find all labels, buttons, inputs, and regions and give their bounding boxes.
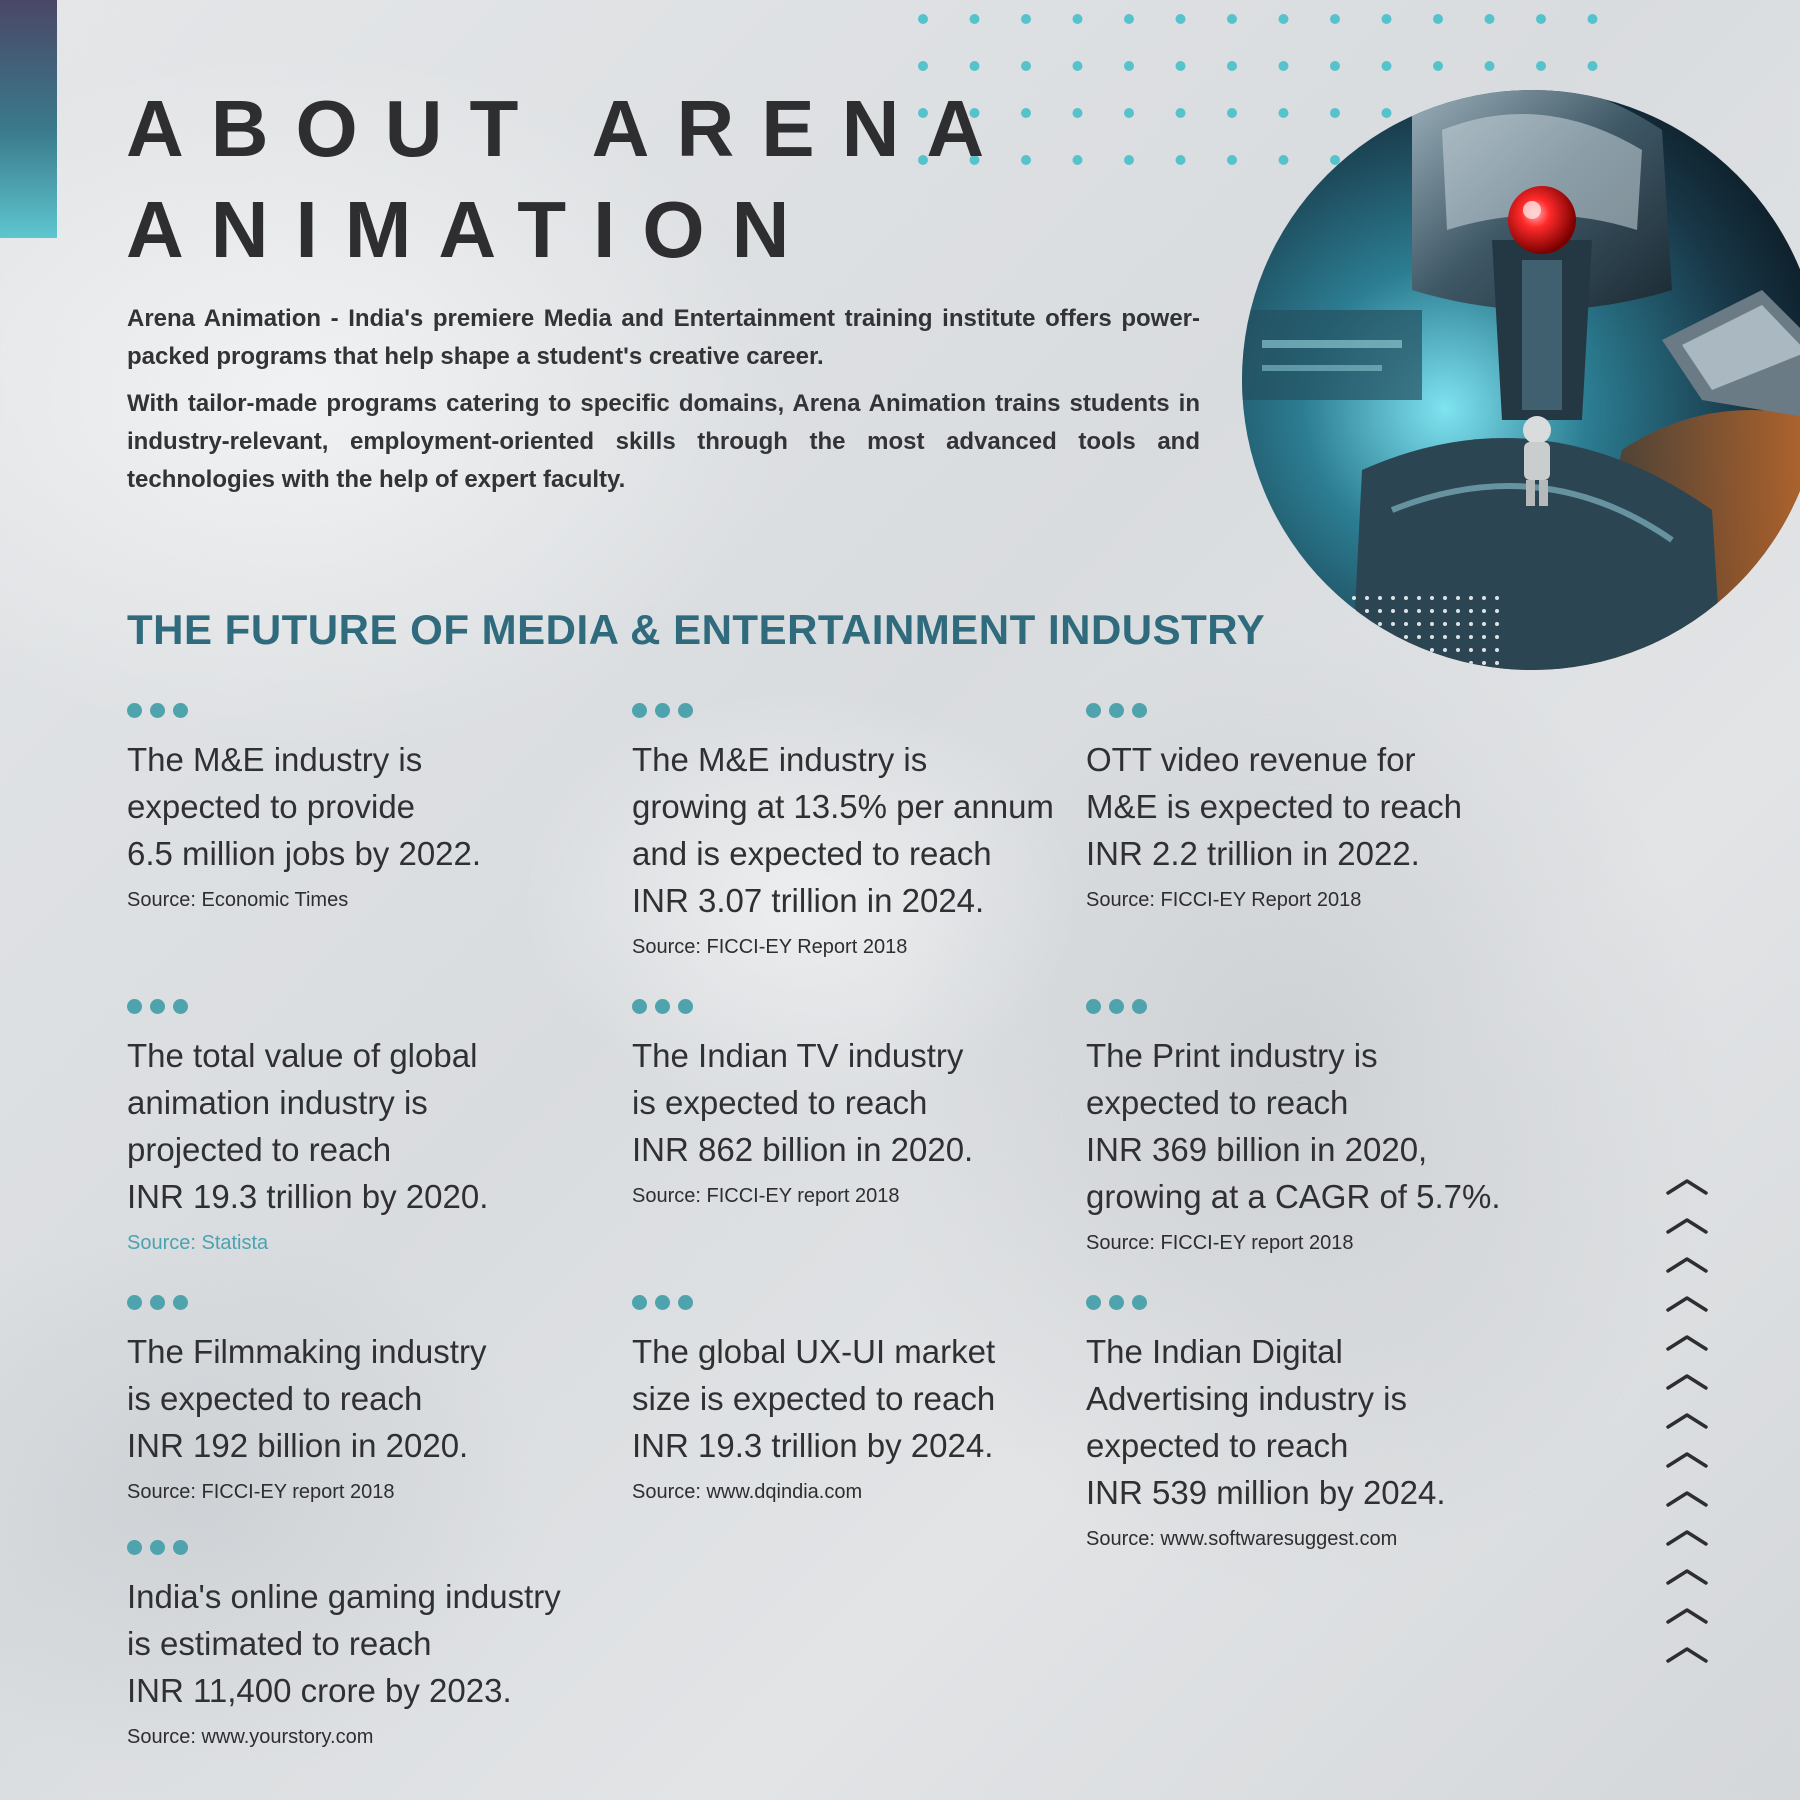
stat-card-indian-tv [632, 999, 973, 1208]
stat-text: The Filmmaking industry is expected to reach INR 192 billion in 2020. [127, 1333, 487, 1464]
three-dots-icon [127, 1540, 561, 1555]
stat-text: The M&E industry is expected to provide 6.5 million jobs by 2022. [127, 741, 482, 872]
stat-source: Source: Statista [127, 1232, 269, 1254]
stat-source: Source: www.softwaresuggest.com [1086, 1528, 1398, 1550]
stat-card-ux-ui [632, 1295, 995, 1504]
chevron-up-icon [1664, 1163, 1710, 1663]
stat-card-digital-advertising [1086, 1295, 1446, 1551]
stat-text: The Print industry is expected to reach INR 369 billion in 2020, growing at a CAGR of 5.7%. [1086, 1037, 1501, 1215]
intro-paragraph-1: Arena Animation - India's premiere Media and Entertainment training institute offers power-packed programs that help shape a student's creative career. [127, 305, 1200, 370]
stat-card-me-growth [632, 703, 1054, 959]
stat-source: Source: FICCI-EY report 2018 [127, 1481, 395, 1503]
page-title-line-2: ANIMATION [126, 185, 817, 274]
three-dots-icon [632, 1295, 995, 1310]
stat-card-ott-revenue [1086, 703, 1462, 912]
hero-robot-image [1242, 90, 1800, 670]
stat-source: Source: Economic Times [127, 889, 349, 911]
page-title [126, 78, 1011, 280]
stat-source: Source: FICCI-EY Report 2018 [1086, 889, 1362, 911]
three-dots-icon [1086, 1295, 1446, 1310]
stat-text: OTT video revenue for M&E is expected to reach INR 2.2 trillion in 2022. [1086, 741, 1463, 872]
stat-text: The total value of global animation industry is projected to reach INR 19.3 trillion by 2020. [127, 1037, 489, 1215]
stat-source: Source: www.yourstory.com [127, 1726, 374, 1748]
stat-text: The global UX-UI market size is expected to reach INR 19.3 trillion by 2024. [632, 1333, 996, 1464]
stat-text: The Indian TV industry is expected to reach INR 862 billion in 2020. [632, 1037, 974, 1168]
page-title-line-1: ABOUT ARENA [126, 84, 1012, 173]
stat-source: Source: FICCI-EY Report 2018 [632, 936, 908, 958]
corner-accent-bar [0, 0, 57, 238]
stat-source: Source: FICCI-EY report 2018 [1086, 1232, 1354, 1254]
stat-source: Source: www.dqindia.com [632, 1481, 863, 1503]
intro-paragraph-2: With tailor-made programs catering to specific domains, Arena Animation trains students in industry-relevant, employment-oriented skills through the most advanced tools and technologies with the help of expert faculty. [127, 390, 1200, 493]
three-dots-icon [127, 999, 488, 1014]
intro-text [127, 300, 1200, 508]
three-dots-icon [1086, 703, 1462, 718]
stat-card-online-gaming [127, 1540, 561, 1749]
stat-card-print [1086, 999, 1501, 1255]
stat-text: India's online gaming industry is estimated to reach INR 11,400 crore by 2023. [127, 1578, 561, 1709]
stat-card-me-jobs [127, 703, 481, 912]
stat-text: The M&E industry is growing at 13.5% per annum and is expected to reach INR 3.07 trillion in 2024. [632, 741, 1054, 919]
three-dots-icon [127, 703, 481, 718]
stat-card-global-animation [127, 999, 488, 1255]
three-dots-icon [632, 999, 973, 1014]
stat-text: The Indian Digital Advertising industry is expected to reach INR 539 million by 2024. [1086, 1333, 1446, 1511]
three-dots-icon [1086, 999, 1501, 1014]
three-dots-icon [632, 703, 1054, 718]
stat-card-filmmaking [127, 1295, 486, 1504]
three-dots-icon [127, 1295, 486, 1310]
section-heading: THE FUTURE OF MEDIA & ENTERTAINMENT INDUSTRY [127, 606, 1266, 653]
stat-source: Source: FICCI-EY report 2018 [632, 1185, 900, 1207]
